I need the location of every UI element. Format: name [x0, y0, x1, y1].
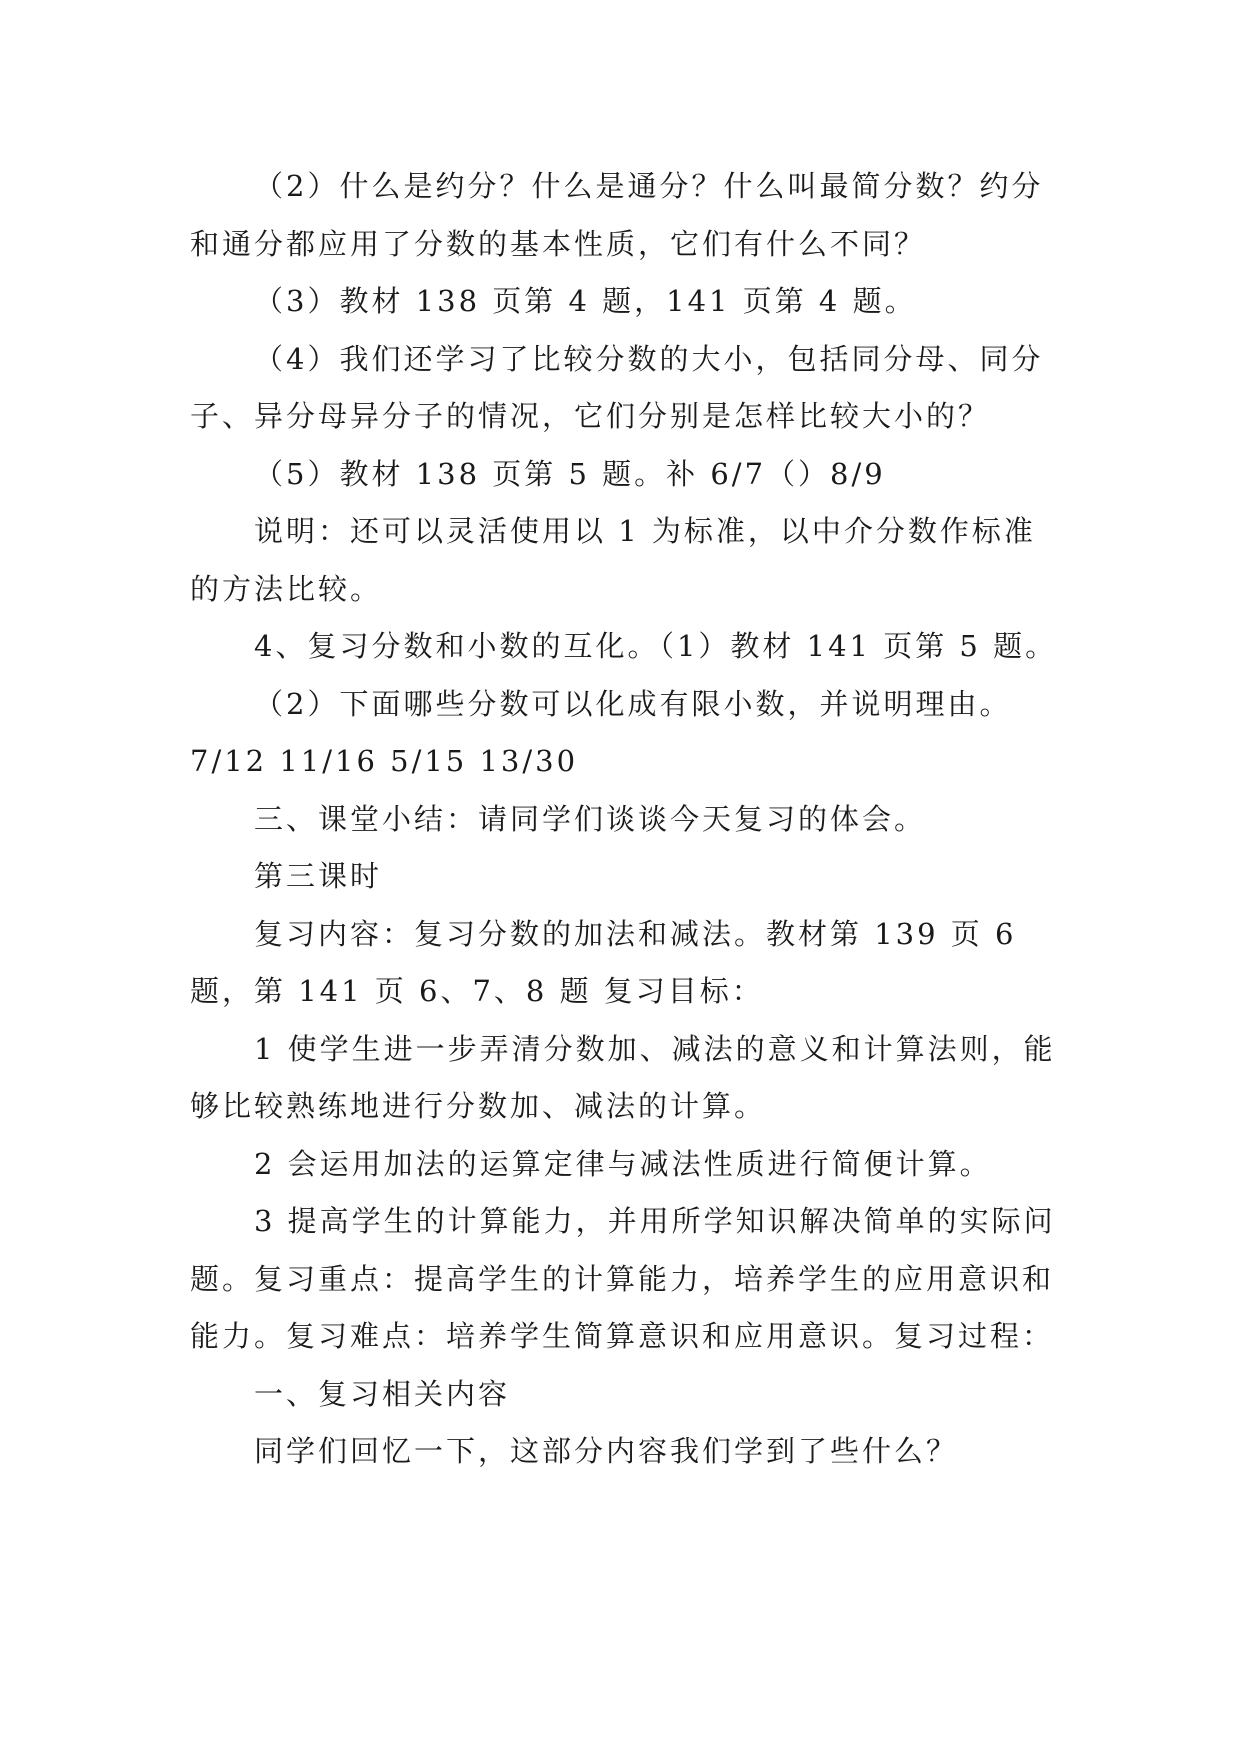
- section-heading-third-lesson: 第三课时: [254, 859, 383, 893]
- paragraph-finite-decimal-question: （2）下面哪些分数可以化成有限小数，并说明理由。: [254, 686, 1012, 721]
- paragraph-compare-fractions-question: （4）我们还学习了比较分数的大小，包括同分母、同分子、异分母异分子的情况，它们分别是怎样比较大小的？: [190, 341, 1044, 433]
- paragraph-goal-2: 2 会运用加法的运算定律与减法性质进行简便计算。: [254, 1146, 992, 1181]
- paragraph-recall-question: 同学们回忆一下，这部分内容我们学到了些什么？: [254, 1434, 959, 1468]
- paragraph-review-related-content: 一、复习相关内容: [254, 1376, 511, 1411]
- paragraph-review-content: 复习内容：复习分数的加法和减法。教材第 139 页 6 题，第 141 页 6、7、8 题 复习目标：: [190, 916, 1017, 1008]
- paragraph-reduction-question: （2）什么是约分？什么是通分？什么叫最简分数？约分和通分都应用了分数的基本性质，它们有什么不同？: [190, 169, 1044, 261]
- document-body: [190, 158, 1060, 1481]
- paragraph-fraction-decimal-review: 4、复习分数和小数的互化。（1）教材 141 页第 5 题。: [254, 629, 1058, 663]
- paragraph-goal-3: 3 提高学生的计算能力，并用所学知识解决简单的实际问题。复习重点：提高学生的计算能力，培养学生的应用意识和能力。复习难点：培养学生简算意识和应用意识。复习过程：: [190, 1204, 1056, 1353]
- paragraph-goal-1: 1 使学生进一步弄清分数加、减法的意义和计算法则，能够比较熟练地进行分数加、减法的计算。: [190, 1031, 1056, 1123]
- paragraph-textbook-exercise-5: （5）教材 138 页第 5 题。补 6/7（）8/9: [254, 456, 886, 491]
- paragraph-fraction-list: 7/12 11/16 5/15 13/30: [190, 744, 579, 778]
- paragraph-class-summary: 三、课堂小结：请同学们谈谈今天复习的体会。: [254, 801, 927, 836]
- paragraph-explanation: 说明：还可以灵活使用以 1 为标准，以中介分数作标准的方法比较。: [190, 514, 1036, 606]
- paragraph-textbook-exercise-4: （3）教材 138 页第 4 题，141 页第 4 题。: [254, 284, 917, 318]
